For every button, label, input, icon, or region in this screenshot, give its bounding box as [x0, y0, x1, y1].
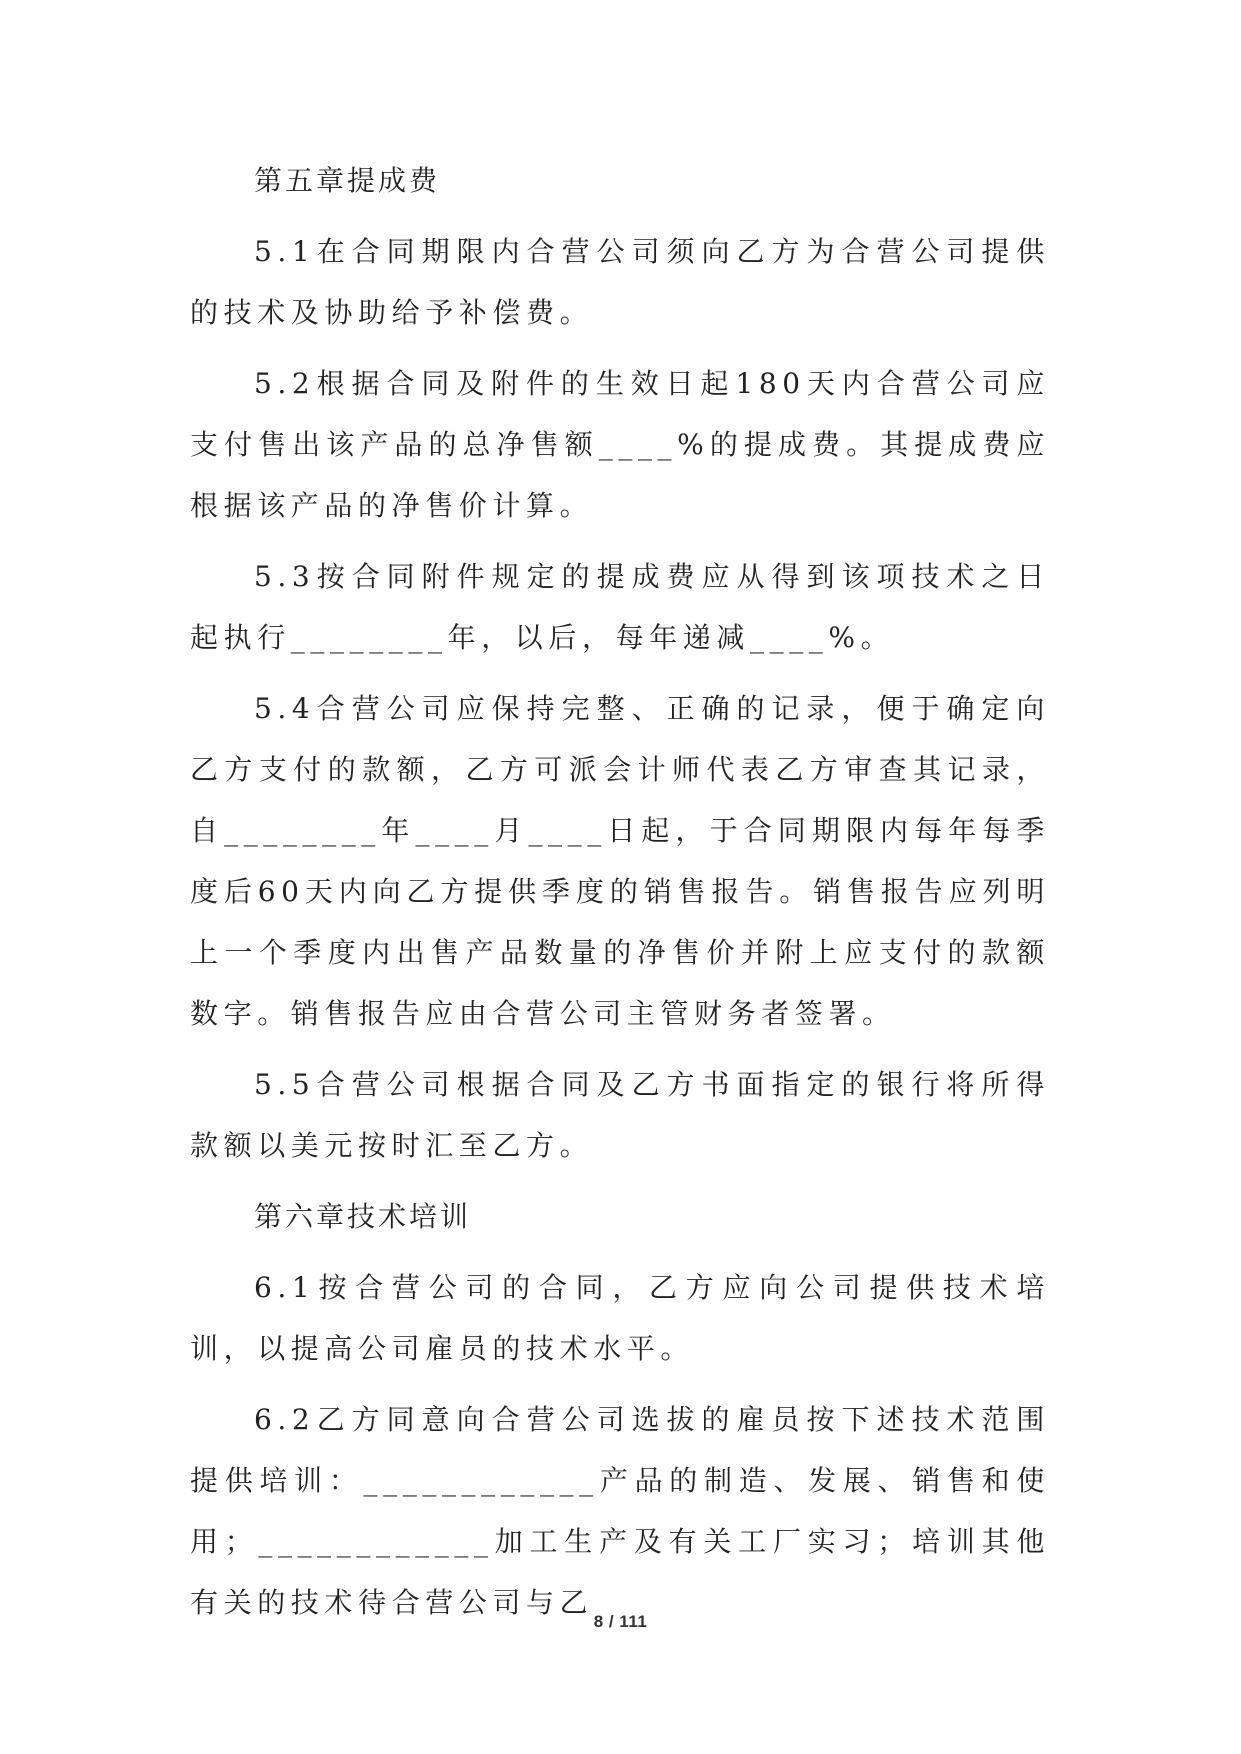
- clause-paragraph: 5.1在合同期限内合营公司须向乙方为合营公司提供的技术及协助给予补偿费。: [190, 235, 1050, 329]
- chapter-heading: 第六章技术培训: [254, 1200, 472, 1233]
- clause-paragraph: 5.2根据合同及附件的生效日起180天内合营公司应支付售出该产品的总净售额____%的提成费。其提成费应根据该产品的净售价计算。: [190, 367, 1050, 522]
- clause-paragraph: 6.2乙方同意向合营公司选拔的雇员按下述技术范围提供培训：____________产品的制造、发展、销售和使用；____________加工生产及有关工厂实习；培训其他有关的技术待合营公司与乙: [190, 1403, 1050, 1619]
- clause-paragraph: 6.1按合营公司的合同，乙方应向公司提供技术培训，以提高公司雇员的技术水平。: [190, 1271, 1050, 1365]
- document-body: [190, 150, 1050, 1643]
- chapter-heading: 第五章提成费: [254, 164, 441, 197]
- clause-paragraph: 5.4合营公司应保持完整、正确的记录，便于确定向乙方支付的款额，乙方可派会计师代表乙方审查其记录，自________年____月____日起，于合同期限内每年每季度后60天内向乙方提供季度的销售报告。销售报告应列明上一个季度内出售产品数量的净售价并附上应支付的款额数字。销售报告应由合营公司主管财务者签署。: [190, 692, 1050, 1030]
- clause-paragraph: 5.3按合同附件规定的提成费应从得到该项技术之日起执行________年，以后，每年递减____%。: [190, 560, 1050, 654]
- page-number: 8 / 111: [593, 1612, 648, 1631]
- clause-paragraph: 5.5合营公司根据合同及乙方书面指定的银行将所得款额以美元按时汇至乙方。: [190, 1068, 1050, 1162]
